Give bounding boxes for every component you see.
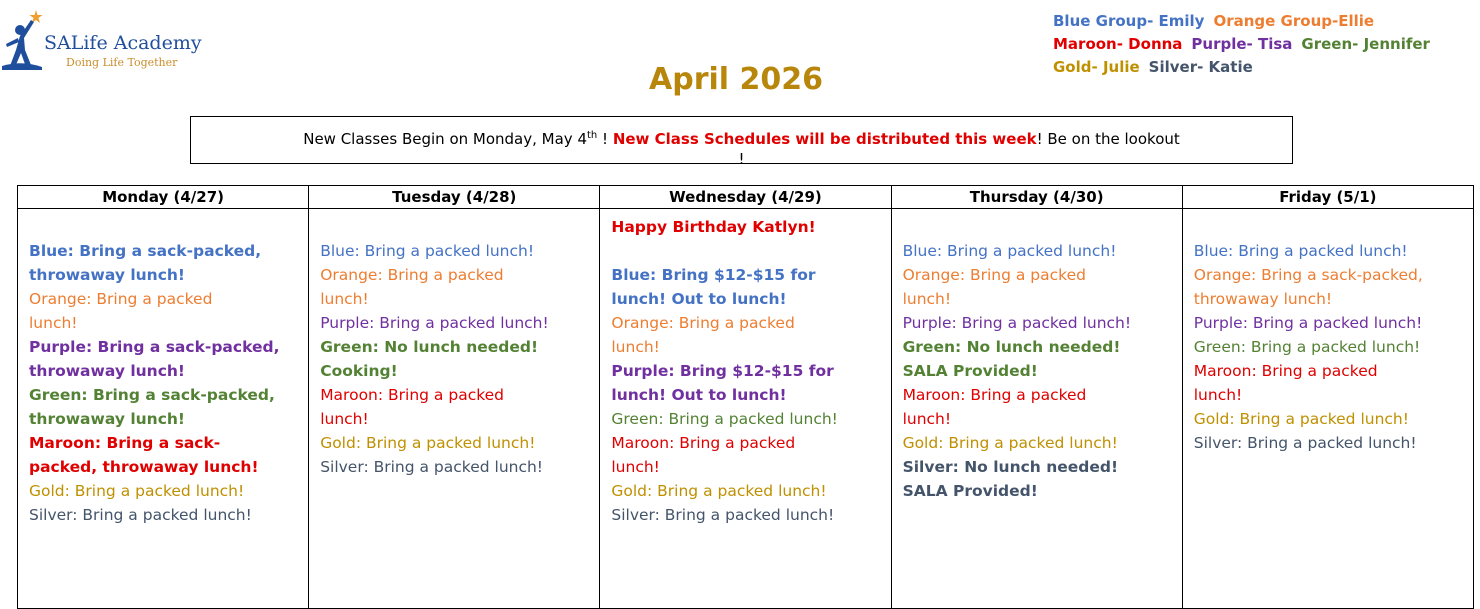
lunch-entry: Orange: Bring a packed lunch! <box>320 266 504 308</box>
calendar-header-row <box>18 186 1474 209</box>
blank-line <box>1194 215 1468 239</box>
lunch-entry: Green: Bring a packed lunch! <box>1193 338 1421 356</box>
logo <box>0 0 260 80</box>
lunch-entry: Green: No lunch needed! Cooking! <box>320 338 539 380</box>
group-label: Green- Jennifer <box>1301 35 1430 53</box>
announcement-text: New Classes Begin on Monday, May 4 <box>303 130 587 148</box>
day-cell <box>309 209 600 609</box>
lunch-entry: Purple: Bring a sack-packed, throwaway lunch! <box>29 338 280 380</box>
lunch-entry: Blue: Bring a sack-packed, throwaway lunch! <box>29 242 262 284</box>
lunch-entry: Silver: No lunch needed! SALA Provided! <box>902 458 1119 500</box>
announcement-banner <box>190 116 1293 168</box>
lunch-entry: Silver: Bring a packed lunch! <box>1193 434 1417 452</box>
day-header: Wednesday (4/29) <box>600 186 891 209</box>
lunch-entry: Green: Bring a packed lunch! <box>611 410 838 428</box>
lunch-entry: Maroon: Bring a packed lunch! <box>611 434 796 476</box>
day-header: Thursday (4/30) <box>891 186 1182 209</box>
group-label: Maroon- Donna <box>1053 35 1183 53</box>
page-title: April 2026 <box>649 62 823 97</box>
blank-line <box>320 215 594 239</box>
lunch-entry: Gold: Bring a packed lunch! <box>1193 410 1409 428</box>
lunch-entry: Purple: Bring a packed lunch! <box>1193 314 1423 332</box>
announcement-text: ! <box>738 150 745 168</box>
person-star-icon <box>0 6 44 70</box>
lunch-entry: Gold: Bring a packed lunch! <box>320 434 536 452</box>
group-legend-line <box>1053 33 1473 56</box>
day-cell <box>18 209 309 609</box>
group-legend-line <box>1053 56 1473 79</box>
group-legend-line <box>1053 10 1473 33</box>
day-header: Tuesday (4/28) <box>309 186 600 209</box>
group-label: Gold- Julie <box>1053 58 1140 76</box>
day-cell <box>600 209 891 609</box>
blank-line <box>903 215 1177 239</box>
lunch-entry: Green: Bring a sack-packed, throwaway lunch! <box>29 386 275 428</box>
blank-line <box>29 215 303 239</box>
lunch-entry: Maroon: Bring a packed lunch! <box>320 386 505 428</box>
lunch-entry: Orange: Bring a packed lunch! <box>902 266 1086 308</box>
lunch-entry: Orange: Bring a packed lunch! <box>29 290 213 332</box>
week-calendar <box>17 185 1474 609</box>
day-header: Friday (5/1) <box>1182 186 1473 209</box>
lunch-entry: Maroon: Bring a packed lunch! <box>1193 362 1378 404</box>
group-label: Purple- Tisa <box>1191 35 1293 53</box>
lunch-entry: Gold: Bring a packed lunch! <box>902 434 1118 452</box>
lunch-entry: Orange: Bring a sack-packed, throwaway lunch! <box>1193 266 1423 308</box>
lunch-entry: Green: No lunch needed! SALA Provided! <box>902 338 1121 380</box>
group-label: Blue Group- Emily <box>1053 12 1205 30</box>
logo-name: SALife Academy <box>44 32 202 54</box>
lunch-entry: Maroon: Bring a sack- packed, throwaway lunch! <box>29 434 259 476</box>
day-cell <box>1182 209 1473 609</box>
lunch-entry: Purple: Bring $12-$15 for lunch! Out to lunch! <box>611 362 834 404</box>
lunch-entry: Blue: Bring a packed lunch! <box>320 242 535 260</box>
lunch-entry: Orange: Bring a packed lunch! <box>611 314 795 356</box>
lunch-entry: Silver: Bring a packed lunch! <box>320 458 544 476</box>
lunch-entry: Blue: Bring a packed lunch! <box>1193 242 1408 260</box>
announcement-text: ! <box>597 130 613 148</box>
announcement-superscript: th <box>587 130 598 141</box>
lunch-entry: Purple: Bring a packed lunch! <box>902 314 1132 332</box>
day-cell <box>891 209 1182 609</box>
lunch-entry: Silver: Bring a packed lunch! <box>29 506 252 524</box>
lunch-entry: Purple: Bring a packed lunch! <box>320 314 549 332</box>
lunch-entry: Gold: Bring a packed lunch! <box>29 482 245 500</box>
group-label: Orange Group-Ellie <box>1213 12 1375 30</box>
lunch-entry: Gold: Bring a packed lunch! <box>611 482 827 500</box>
lunch-entry: Blue: Bring $12-$15 for lunch! Out to lunch! <box>611 266 816 308</box>
day-header: Monday (4/27) <box>18 186 309 209</box>
group-legend <box>1053 10 1473 79</box>
announcement-text: ! Be on the lookout <box>1036 130 1180 148</box>
calendar-body-row <box>18 209 1474 609</box>
lunch-entry: Maroon: Bring a packed lunch! <box>902 386 1087 428</box>
lunch-entry: Silver: Bring a packed lunch! <box>611 506 835 524</box>
announcement-highlight: New Class Schedules will be distributed this week <box>612 130 1037 148</box>
day-note: Happy Birthday Katlyn! <box>611 218 816 236</box>
logo-tagline: Doing Life Together <box>66 56 178 69</box>
lunch-entry: Blue: Bring a packed lunch! <box>902 242 1117 260</box>
group-label: Silver- Katie <box>1148 58 1253 76</box>
blank-line <box>611 239 885 263</box>
